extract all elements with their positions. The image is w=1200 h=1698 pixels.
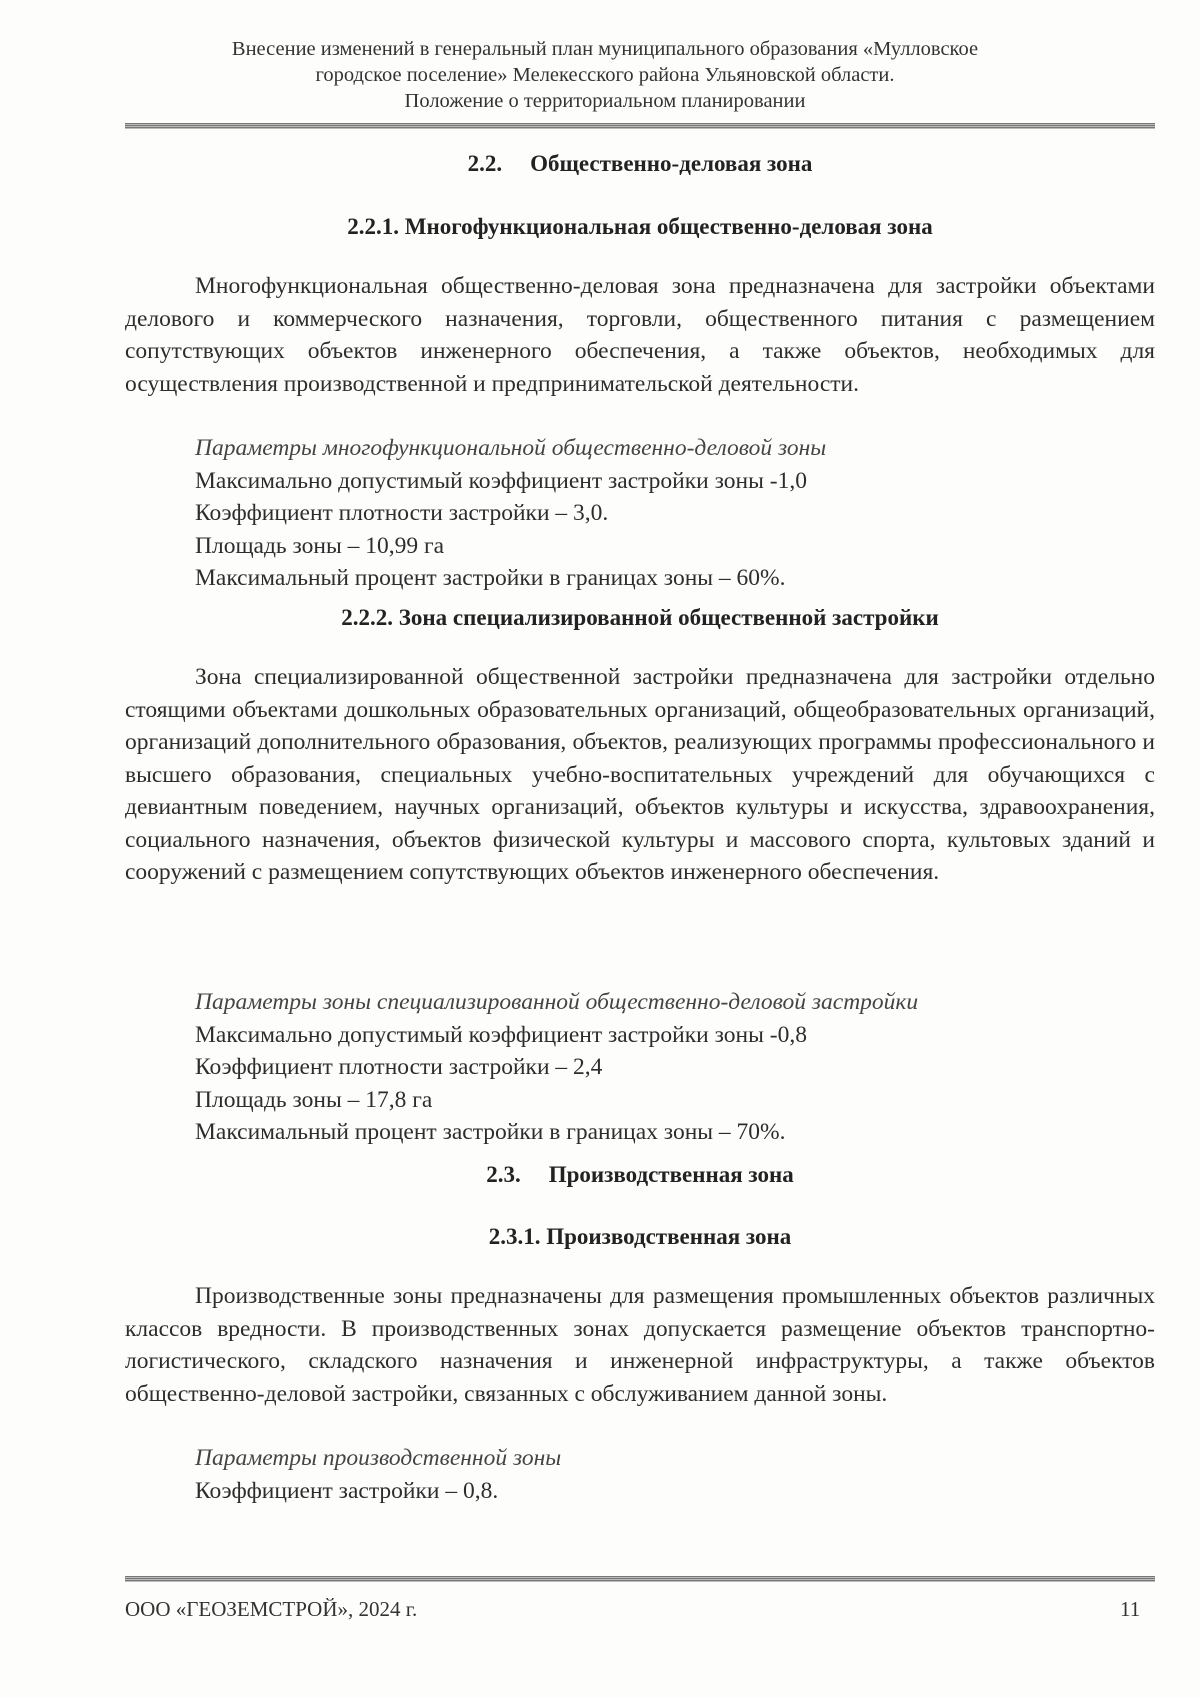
- subsection-heading-2-3-1: 2.3.1. Производственная зона: [488, 1224, 792, 1249]
- param-item: Максимальный процент застройки в границах зоны – 60%.: [195, 565, 786, 591]
- paragraph-2-3-1: Производственные зоны предназначены для размещения промышленных объектов различных классов вредности. В производственных зонах допускается размещение объектов транспортно-логистического, складского назначения и инженерной инфраструктуры, а также объектов общественно-деловой застройки, связанных с обслуживанием данной зоны.: [125, 1283, 1155, 1407]
- paragraph-2-2-1: Многофункциональная общественно-деловая зона предназначена для застройки объектами делового и коммерческого назначения, торговли, общественного питания с размещением сопутствующих объектов инженерного обеспечения, а также объектов, необходимых для осуществления производственной и предпринимательской деятельности.: [125, 273, 1155, 397]
- params-title: Параметры зоны специализированной общественно-деловой застройки: [195, 989, 919, 1015]
- footer-company: ООО «ГЕОЗЕМСТРОЙ», 2024 г.: [125, 1597, 418, 1621]
- section-heading-2-3: [125, 1162, 1155, 1188]
- params-title: Параметры производственной зоны: [195, 1445, 562, 1471]
- params-list-2-2-2: [195, 986, 1155, 1149]
- param-item: Максимальный процент застройки в границах зоны – 70%.: [195, 1119, 786, 1145]
- subsection-heading-2-2-1: 2.2.1. Многофункциональная общественно-деловая зона: [347, 214, 933, 239]
- footer-divider: [125, 1576, 1155, 1582]
- paragraph-2-2-2: Зона специализированной общественной застройки предназначена для застройки отдельно стоящими объектами дошкольных образовательных организаций, общеобразовательных организаций, организаций дополнительного образования, объектов, реализующих программы профессионального и высшего образования, специальных учебно-воспитательных учреждений для обучающихся с девиантным поведением, научных организаций, объектов культуры и искусства, здравоохранения, социального назначения, объектов физической культуры и массового спорта, культовых зданий и сооружений с размещением сопутствующих объектов инженерного обеспечения.: [125, 664, 1155, 885]
- subsection-heading-2-2-2: 2.2.2. Зона специализированной общественной застройки: [341, 605, 939, 630]
- param-item: Коэффициент плотности застройки – 3,0.: [195, 500, 609, 526]
- param-item: Площадь зоны – 17,8 га: [195, 1086, 433, 1113]
- section-title: Общественно-деловая зона: [530, 151, 813, 176]
- section-number: 2.2.: [467, 151, 503, 176]
- section-heading-2-2: [125, 151, 1155, 177]
- param-item: Максимально допустимый коэффициент застройки зоны -1,0: [195, 467, 807, 494]
- param-item: Коэффициент плотности застройки – 2,4: [195, 1054, 603, 1080]
- params-title: Параметры многофункциональной общественно-деловой зоны: [195, 435, 827, 461]
- section-number: 2.3.: [486, 1162, 521, 1187]
- header-line-3: Положение о территориальном планировании: [404, 90, 806, 112]
- param-item: Площадь зоны – 10,99 га: [195, 532, 445, 559]
- param-item: Коэффициент застройки – 0,8.: [195, 1477, 499, 1504]
- header-line-1: Внесение изменений в генеральный план муниципального образования «Мулловское: [231, 38, 979, 60]
- params-list-2-3-1: [195, 1442, 1155, 1507]
- param-item: Максимально допустимый коэффициент застройки зоны -0,8: [195, 1021, 807, 1048]
- page-number: 11: [1120, 1597, 1141, 1621]
- section-title: Производственная зона: [548, 1162, 794, 1187]
- params-list-2-2-1: [195, 432, 1155, 595]
- header-divider: [125, 123, 1155, 129]
- running-header: [125, 36, 1085, 114]
- header-line-2: городское поселение» Мелекесского района Ульяновской области.: [315, 64, 895, 86]
